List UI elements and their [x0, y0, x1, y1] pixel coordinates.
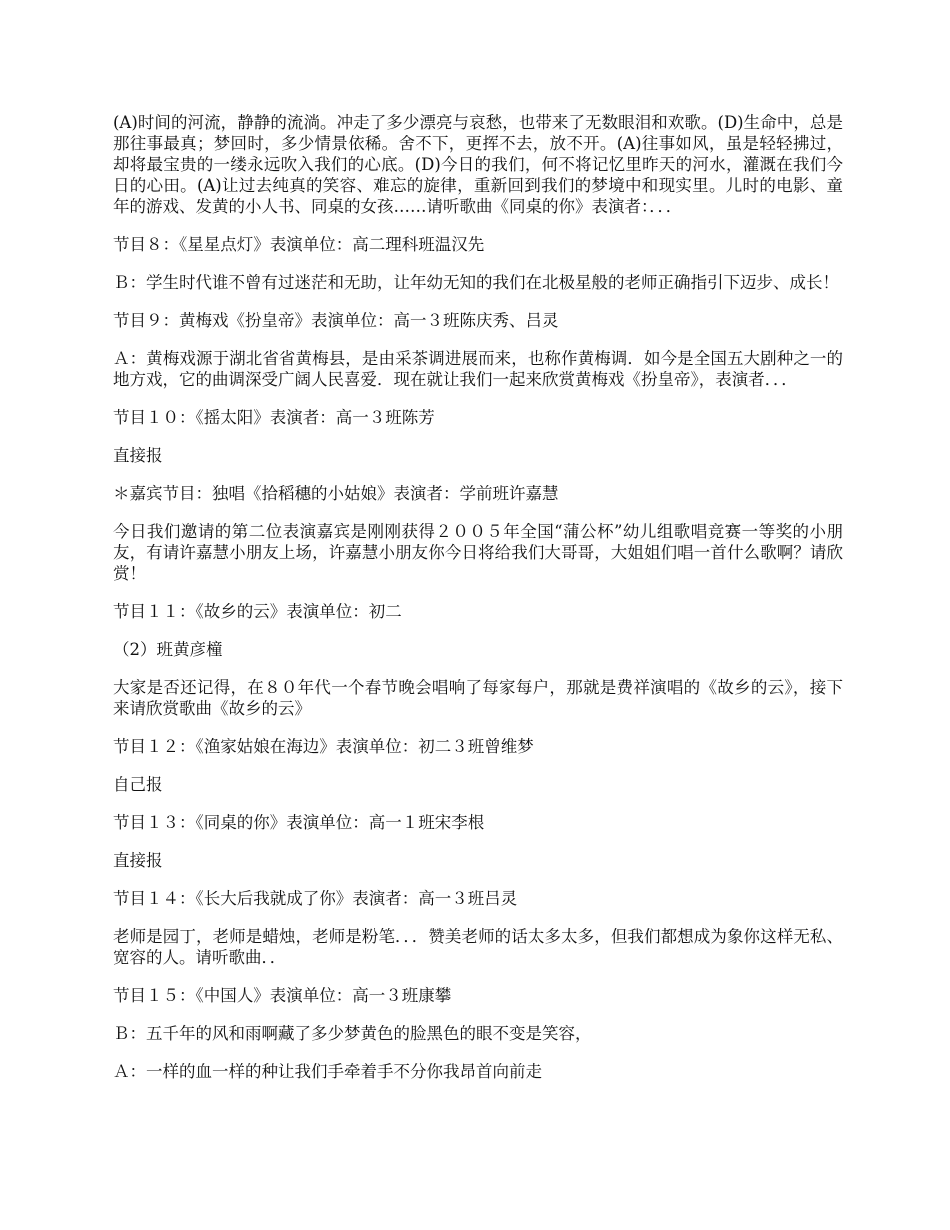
guest-introduction: 今日我们邀请的第二位表演嘉宾是刚刚获得２００５年全国“蒲公杯”幼儿组歌唱竞赛一等奖的小朋友，有请许嘉慧小朋友上场，许嘉慧小朋友你今日将给我们大哥哥，大姐姐们唱一首什么歌啊？请欣赏！ [113, 522, 843, 583]
narration-b-lyrics: Ｂ：五千年的风和雨啊藏了多少梦黄色的脸黑色的眼不变是笑容， [113, 1024, 592, 1043]
document-page [113, 112, 843, 1099]
program-10-line: 节目１０：《摇太阳》表演者：高一３班陈芳 [113, 408, 435, 427]
paragraph-intro-narration: (A)时间的河流，静静的流淌。冲走了多少漂亮与哀愁，也带来了无数眼泪和欢歌。(D)生命中，总是那往事最真；梦回时，多少情景依稀。舍不下，更挥不去，放不开。(A)往事如风，虽是轻轻拂过，却将最宝贵的一缕永远吹入我们的心底。(D)今日的我们，何不将记忆里昨天的河水，灌溉在我们今日的心田。(A)让过去纯真的笑容、难忘的旋律，重新回到我们的梦境中和现实里。儿时的电影、童年的游戏、发黄的小人书、同桌的女孩……请听歌曲《同桌的你》表演者：．．． [113, 113, 843, 216]
direct-announce-note: 直接报 [113, 446, 163, 465]
guest-program-line: ＊嘉宾节目：独唱《拾稻穗的小姑娘》表演者：学前班许嘉慧 [113, 484, 559, 503]
program-11-line: 节目１１：《故乡的云》表演单位：初二 [113, 602, 402, 621]
program-9-line: 节目９：黄梅戏《扮皇帝》表演单位：高一３班陈庆秀、吕灵 [113, 311, 559, 330]
program-14-line: 节目１４：《长大后我就成了你》表演者：高一３班吕灵 [113, 889, 518, 908]
narration-teacher-praise: 老师是园丁，老师是蜡烛，老师是粉笔．．．赞美老师的话太多太多，但我们都想成为象你这样无私、宽容的人。请听歌曲．． [113, 927, 843, 967]
program-8-line: 节目８：《星星点灯》表演单位：高二理科班温汉先 [113, 235, 485, 254]
narration-hometown-cloud: 大家是否还记得，在８０年代一个春节晚会唱响了每家每户，那就是费祥演唱的《故乡的云》，接下来请欣赏歌曲《故乡的云》 [113, 678, 843, 718]
self-announce-note: 自己报 [113, 775, 163, 794]
direct-announce-note-2: 直接报 [113, 851, 163, 870]
program-11-class-line: （2）班黄彦橦 [113, 640, 223, 659]
narration-a-lyrics: Ａ：一样的血一样的种让我们手牵着手不分你我昂首向前走 [113, 1062, 542, 1081]
program-13-line: 节目１３：《同桌的你》表演单位：高一１班宋李根 [113, 813, 485, 832]
narration-a-huangmei-opera: Ａ：黄梅戏源于湖北省省黄梅县，是由采茶调进展而来，也称作黄梅调．如今是全国五大剧种之一的地方戏，它的曲调深受广阔人民喜爱．现在就让我们一起来欣赏黄梅戏《扮皇帝》，表演者．．． [113, 349, 843, 389]
program-15-line: 节目１５：《中国人》表演单位：高一３班康攀 [113, 986, 452, 1005]
narration-b-student-times: Ｂ：学生时代谁不曾有过迷茫和无助，让年幼无知的我们在北极星般的老师正确指引下迈步、成长！ [113, 273, 839, 292]
program-12-line: 节目１２：《渔家姑娘在海边》表演单位：初二３班曾维梦 [113, 737, 534, 756]
